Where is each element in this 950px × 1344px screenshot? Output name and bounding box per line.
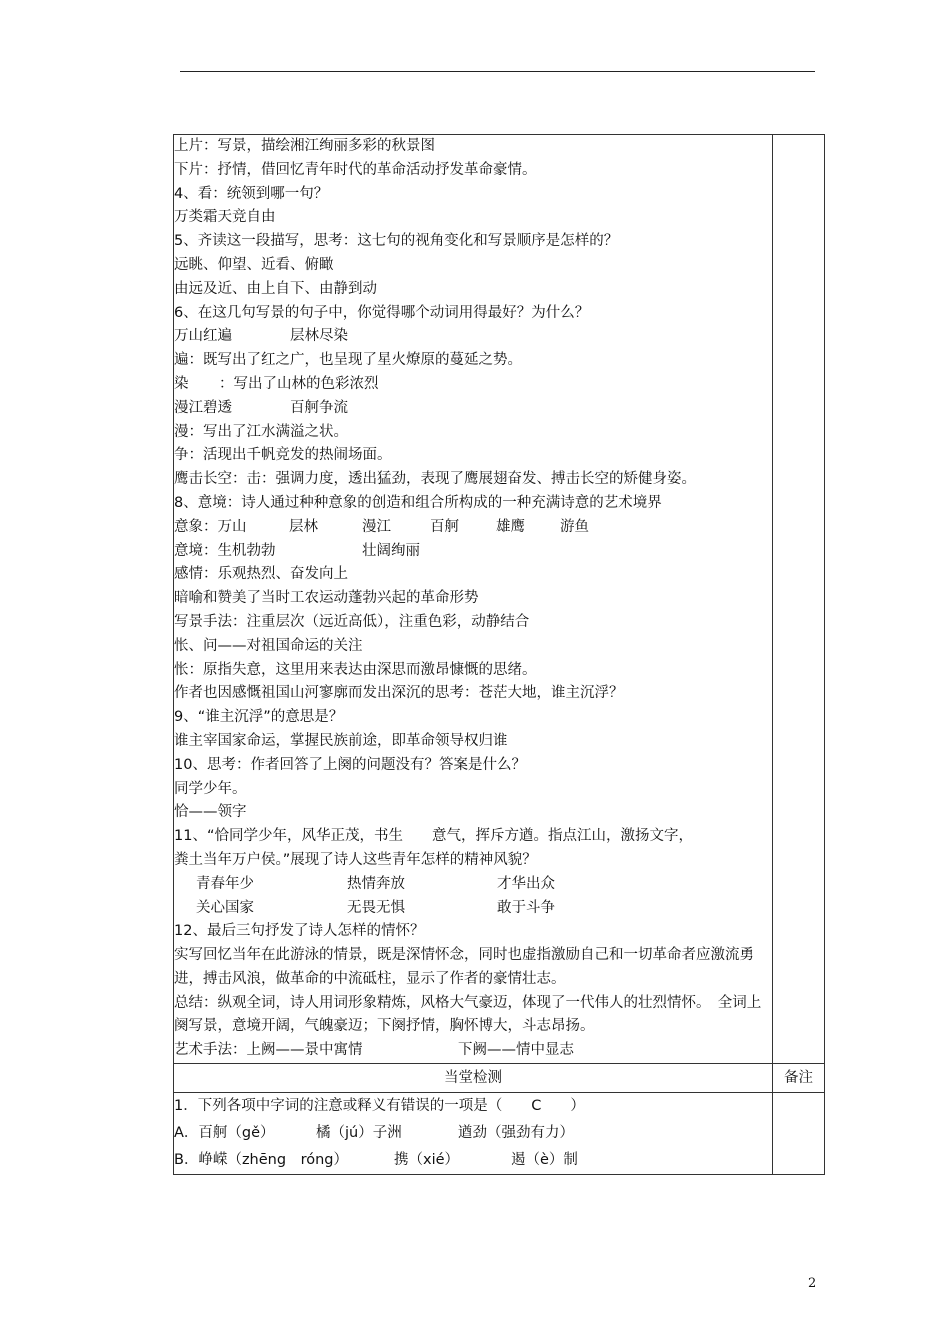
spirit-item: 敢于斗争 — [497, 899, 555, 916]
yixiang-item: 漫江 — [362, 518, 391, 535]
spirit-item: 青春年少 — [196, 875, 254, 892]
text-line: 鹰击长空：击：强调力度，透出猛劲，表现了鹰展翅奋发、搏击长空的矫健身姿。 — [174, 471, 696, 488]
text-line: 怅：原指失意，这里用来表达由深思而激昂慷慨的思绪。 — [174, 661, 537, 678]
option-a-item: 遒劲（强劲有力） — [458, 1125, 574, 1142]
text-line: 作者也因感慨祖国山河寥廓而发出深沉的思考：苍茫大地，谁主沉浮？ — [174, 685, 624, 702]
pair-line — [174, 373, 772, 397]
pair-line — [174, 325, 772, 349]
text-line: 4、看：统领到哪一句？ — [174, 185, 329, 202]
answer-paragraph: 实写回忆当年在此游泳的情景，既是深情怀念，同时也虚指激励自己和一切革命者应激流勇进，搏击风浪，做革命的中流砥柱，显示了作者的豪情壮志。 — [174, 947, 754, 987]
yijing-item: 壮阔绚丽 — [362, 542, 420, 559]
yixiang-item: 游鱼 — [560, 518, 589, 535]
text-line: 6、在这几句写景的句子中，你觉得哪个动词用得最好？为什么？ — [174, 304, 590, 321]
yixiang-item: 雄鹰 — [496, 518, 525, 535]
text-line: 由远及近、由上自下、由静到动 — [174, 280, 377, 297]
option-a — [174, 1120, 772, 1147]
option-b — [174, 1147, 772, 1174]
text-line: 争：活现出千帆竞发的热闹场面。 — [174, 447, 392, 464]
text-line: 9、“谁主沉浮”的意思是？ — [174, 709, 344, 726]
summary-paragraph: 总结：纵观全词，诗人用词形象精炼，风格大气豪迈，体现了一代伟人的壮烈情怀。 全词上阕写景，意境开阔，气魄豪迈；下阕抒情，胸怀博大，斗志昂扬。 — [174, 994, 762, 1035]
art-line — [174, 1039, 772, 1063]
text-line: 恰——领字 — [174, 804, 247, 821]
yixiang-line — [174, 516, 772, 540]
lesson-table — [173, 134, 825, 1175]
pair-a: 染 — [174, 375, 189, 392]
option-b-item: 携（xié） — [394, 1152, 460, 1169]
side-label: 备注 — [773, 1064, 825, 1093]
text-line: 粪土当年万户侯。”展现了诗人这些青年怎样的精神风貌？ — [174, 851, 537, 868]
spirit-line — [174, 897, 772, 921]
text-line: 12、最后三句抒发了诗人怎样的情怀？ — [174, 923, 425, 940]
section-title: 当堂检测 — [174, 1064, 773, 1093]
spirit-item: 关心国家 — [196, 899, 254, 916]
text-line: 感情：乐观热烈、奋发向上 — [174, 566, 348, 583]
text-line: 11、“恰同学少年，风华正茂，书生 意气，挥斥方遒。指点江山，激扬文字， — [174, 828, 693, 845]
text-line: 同学少年。 — [174, 780, 247, 797]
content-cell — [174, 135, 773, 1064]
text-line: 远眺、仰望、近看、俯瞰 — [174, 256, 334, 273]
pair-line — [174, 397, 772, 421]
text-line: 暗喻和赞美了当时工农运动蓬勃兴起的革命形势 — [174, 590, 479, 607]
page-number: 2 — [808, 1276, 817, 1291]
content-row — [174, 135, 825, 1064]
text-line: 万类霜天竞自由 — [174, 209, 276, 226]
text-line: 谁主宰国家命运，掌握民族前途，即革命领导权归谁 — [174, 732, 508, 749]
yijing-item: 意境：生机勃勃 — [174, 542, 276, 559]
option-a-item: 橘（jú）子洲 — [316, 1125, 402, 1142]
section-head-row — [174, 1064, 825, 1093]
text-line: 漫：写出了江水满溢之状。 — [174, 423, 348, 440]
pair-b: 百舸争流 — [290, 399, 348, 416]
header-rule — [180, 71, 815, 72]
pair-a: 漫江碧透 — [174, 399, 232, 416]
text-line: 遍：既写出了红之广，也呈现了星火燎原的蔓延之势。 — [174, 352, 522, 369]
yixiang-item: 百舸 — [430, 518, 459, 535]
pair-b: ：写出了山林的色彩浓烈 — [219, 375, 379, 392]
text-line: 10、思考：作者回答了上阕的问题没有？答案是什么？ — [174, 756, 526, 773]
text-line: 下片：抒情，借回忆青年时代的革命活动抒发革命豪情。 — [174, 161, 537, 178]
text-line: 写景手法：注重层次（远近高低），注重色彩，动静结合 — [174, 613, 530, 630]
pair-b: 层林尽染 — [290, 328, 348, 345]
yijing-line — [174, 540, 772, 564]
spirit-line — [174, 873, 772, 897]
yixiang-item: 意象：万山 — [174, 518, 247, 535]
question-side-cell — [773, 1093, 825, 1175]
question-stem: 1．下列各项中字词的注意或释义有错误的一项是（ C ） — [174, 1098, 585, 1115]
text-line: 怅、问——对祖国命运的关注 — [174, 637, 363, 654]
option-b-item: 遏（è）制 — [511, 1152, 578, 1169]
side-cell — [773, 135, 825, 1064]
text-line: 8、意境：诗人通过种种意象的创造和组合所构成的一种充满诗意的艺术境界 — [174, 494, 662, 511]
yixiang-item: 层林 — [289, 518, 318, 535]
option-a-item: A．百舸（gě） — [174, 1125, 275, 1142]
spirit-item: 无畏无惧 — [347, 899, 405, 916]
spirit-item: 热情奔放 — [347, 875, 405, 892]
pair-a: 万山红遍 — [174, 328, 232, 345]
art-b: 下阙——情中显志 — [458, 1042, 574, 1059]
text-line: 5、齐读这一段描写，思考：这七句的视角变化和写景顺序是怎样的？ — [174, 233, 619, 250]
question-cell — [174, 1093, 773, 1175]
question-row — [174, 1093, 825, 1175]
text-line: 上片：写景，描绘湘江绚丽多彩的秋景图 — [174, 138, 435, 154]
option-b-item: B．峥嵘（zhēng róng） — [174, 1152, 348, 1169]
spirit-item: 才华出众 — [497, 875, 555, 892]
art-a: 艺术手法：上阙——景中寓情 — [174, 1042, 363, 1059]
